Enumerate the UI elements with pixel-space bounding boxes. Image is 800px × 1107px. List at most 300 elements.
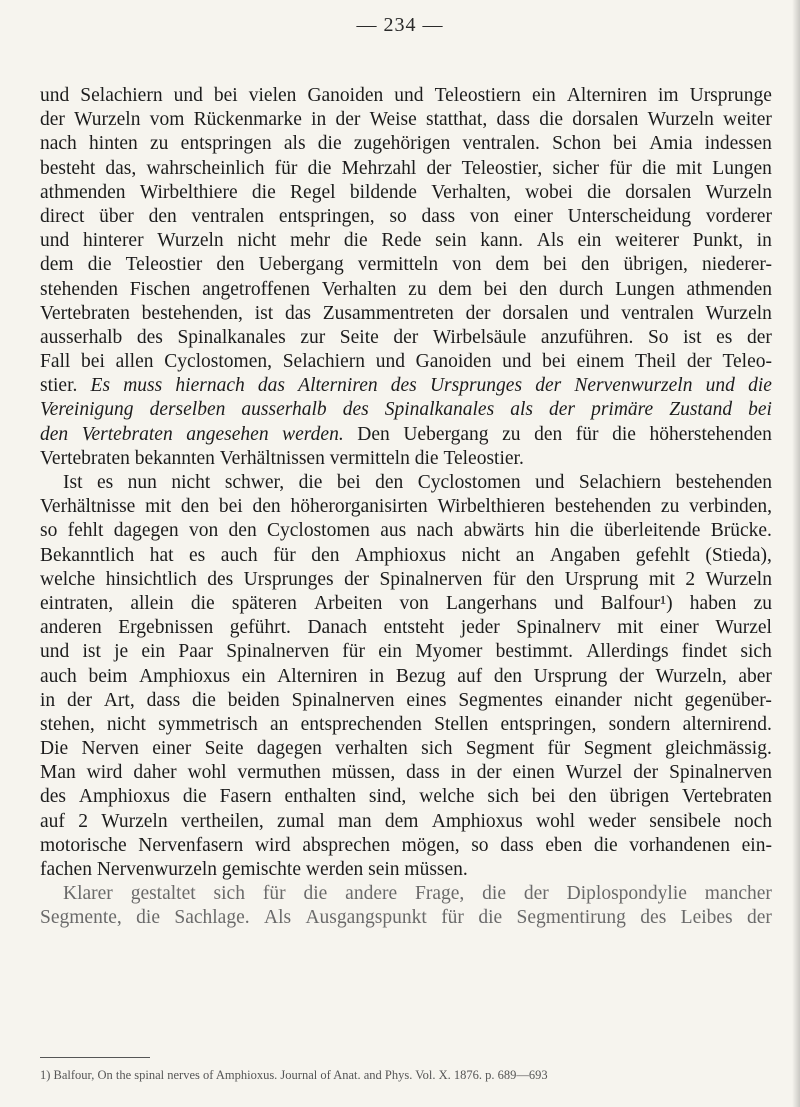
word: Wurzeln — [647, 109, 714, 131]
word: der — [746, 326, 772, 348]
word: anzuführen. — [540, 326, 634, 348]
text-line — [40, 157, 772, 181]
word: bestimmt. — [495, 641, 574, 663]
word: entsteht — [383, 617, 445, 639]
word: Ursprunge — [689, 85, 772, 106]
word: höherorganisirten — [290, 496, 428, 518]
text-line — [40, 592, 772, 616]
word: Segment — [583, 738, 652, 760]
word: Ist — [63, 472, 83, 493]
word: Paar — [178, 641, 213, 663]
word: der — [465, 302, 491, 324]
word: in — [311, 109, 327, 131]
word: die — [539, 109, 564, 131]
word: bei — [542, 351, 566, 373]
text-line — [40, 302, 772, 326]
word: und — [40, 230, 70, 252]
word: Zusammentreten — [322, 302, 454, 324]
word: ventralen. — [462, 133, 540, 155]
word: kann. — [480, 230, 524, 252]
word: Wirbelthieren — [437, 496, 545, 518]
word: Ausgangspunkt — [305, 907, 427, 929]
word: Seite — [204, 738, 244, 760]
word: Ergebnissen — [118, 617, 214, 639]
word: daher — [133, 762, 177, 784]
word: Ursprunges — [429, 375, 523, 397]
word: Arbeiten — [314, 592, 383, 614]
word: Fall — [40, 351, 71, 373]
word: so — [471, 834, 489, 856]
word: Vertebraten — [40, 447, 135, 469]
word: über — [99, 205, 134, 227]
text-line — [40, 181, 772, 205]
word: und — [173, 85, 203, 106]
text-line — [40, 374, 772, 398]
word: allen — [115, 351, 154, 373]
word: überleitende — [604, 520, 701, 542]
word: noch — [734, 810, 772, 832]
word: wird — [86, 762, 123, 784]
word: dorsalen — [625, 181, 692, 203]
word: einen — [512, 762, 555, 784]
word: vertheilen, — [180, 810, 264, 832]
word: dagegen — [113, 520, 179, 542]
word: Nervenwurzeln — [96, 859, 222, 880]
word: die — [190, 592, 215, 614]
word: Danach — [307, 617, 368, 639]
word: in — [369, 665, 385, 687]
word: der — [549, 399, 576, 421]
word: stehenden — [40, 278, 118, 300]
word: einer — [152, 738, 192, 760]
word: verhalten — [335, 738, 408, 760]
word: gegenüber- — [684, 689, 772, 711]
word: zu — [660, 496, 680, 518]
word: müssen. — [404, 859, 468, 880]
word: Segmentes — [458, 689, 543, 711]
text-line — [40, 568, 772, 592]
word: zumal — [277, 810, 325, 832]
word: mit — [145, 496, 172, 518]
word: Weise — [369, 109, 417, 131]
word: allein — [130, 592, 174, 614]
word: in — [450, 762, 466, 784]
word: die — [182, 786, 207, 808]
word: fehlt — [67, 520, 104, 542]
word: Als — [536, 230, 564, 252]
word: einander — [554, 689, 622, 711]
word: Teleostier, — [461, 157, 543, 179]
word: der — [67, 689, 92, 711]
word: nicht — [461, 544, 501, 566]
word: Teleostier. — [443, 447, 524, 469]
word: des — [640, 907, 667, 929]
word: direct — [40, 205, 85, 227]
word: Spinalnerven — [291, 689, 395, 711]
word: angesehen — [186, 423, 269, 445]
word: als — [510, 399, 533, 421]
word: Ursprunges — [243, 568, 334, 590]
word: weiterer — [615, 230, 679, 252]
word: Amphioxus — [78, 786, 170, 808]
word: abwärts — [463, 520, 525, 542]
page-edge-shadow — [792, 0, 800, 1107]
word: motorische — [40, 834, 127, 856]
word: Ganoiden — [415, 351, 492, 373]
text-line — [40, 205, 772, 229]
word: Wurzeln — [101, 810, 168, 832]
word: Ursprung — [533, 665, 608, 687]
word: Mehrzahl — [341, 157, 417, 179]
word: Selachiern — [282, 351, 365, 373]
word: mehr — [290, 230, 331, 252]
word: aber — [738, 665, 772, 687]
word: mögen, — [401, 834, 460, 856]
word: dem — [384, 810, 419, 832]
word: mit — [617, 617, 644, 639]
word: einem — [576, 351, 625, 373]
word: die — [569, 520, 594, 542]
word: indessen — [704, 133, 772, 155]
word: dorsalen — [572, 109, 639, 131]
word: nicht — [106, 713, 146, 735]
word: an — [270, 713, 289, 735]
word: Wurzeln — [705, 302, 772, 324]
word: und — [580, 302, 610, 324]
word: vermitteln — [329, 447, 415, 469]
word: Spinalkanales — [384, 399, 495, 421]
word: Segmente, — [40, 907, 122, 929]
word: werden — [305, 859, 369, 880]
word: Wurzeln — [157, 230, 224, 252]
word: Segmentirung — [516, 907, 626, 929]
word: ausserhalb — [241, 399, 327, 421]
word: Amia — [649, 133, 693, 155]
text-line — [40, 616, 772, 640]
word: 2 — [685, 568, 696, 590]
word: 2 — [78, 810, 88, 832]
word: Wirbelsäule — [432, 326, 527, 348]
text-line — [40, 785, 772, 809]
word: Zustand — [669, 399, 733, 421]
word: die — [251, 181, 276, 203]
word: sensibele — [649, 810, 721, 832]
word: Teleostiern — [434, 85, 521, 106]
word: Teleostier — [125, 254, 203, 276]
word: die — [612, 423, 636, 445]
word: sind, — [368, 786, 407, 808]
word: Nervenfasern — [138, 834, 244, 856]
word: Ursprung — [564, 568, 639, 590]
word: Verhalten — [321, 278, 397, 300]
word: bestehenden — [554, 496, 652, 518]
word: Theil — [635, 351, 677, 373]
word: Bekanntlich — [40, 544, 135, 566]
word: und — [535, 472, 565, 493]
text-line — [40, 882, 772, 906]
word: jeder — [460, 617, 500, 639]
word: aus — [380, 520, 407, 542]
word: den — [519, 278, 548, 300]
text-line — [40, 253, 772, 277]
word: die — [748, 375, 772, 397]
word: die — [136, 907, 160, 929]
word: gestaltet — [130, 883, 196, 905]
word: hinten — [89, 133, 138, 155]
text-line — [40, 689, 772, 713]
word: höherstehenden — [649, 423, 772, 445]
word: ein — [241, 665, 266, 687]
word: bei — [81, 351, 105, 373]
footnote: 1) Balfour, On the spinal nerves of Amphioxus. Journal of Anat. and Phys. Vol. X. 1876. p. 689—693 — [40, 1068, 548, 1082]
word: ein — [577, 230, 602, 252]
word: Als — [264, 907, 292, 929]
word: athmenden — [686, 278, 772, 300]
text-line — [40, 278, 772, 302]
word: wahrscheinlich — [146, 157, 265, 179]
word: den — [581, 254, 610, 276]
word: für — [441, 907, 464, 929]
word: für — [274, 157, 298, 179]
word: eben — [545, 834, 583, 856]
word: Selachiern — [80, 85, 163, 106]
word: sein — [368, 859, 405, 880]
word: hin — [534, 520, 560, 542]
word: ventralen — [621, 302, 694, 324]
word: von — [452, 254, 482, 276]
word: vielen — [248, 85, 297, 106]
word: Angaben — [549, 544, 621, 566]
word: vermuthen — [237, 762, 321, 784]
word: den — [493, 665, 522, 687]
word: die — [587, 181, 611, 203]
text-line — [40, 423, 772, 447]
word: Frage, — [415, 883, 465, 905]
word: der — [344, 568, 369, 590]
word: Fischen — [129, 278, 191, 300]
word: den — [311, 544, 340, 566]
word: Myomer — [415, 641, 483, 663]
word: des — [136, 326, 163, 348]
word: Verhältnisse — [40, 496, 136, 518]
word: die — [482, 883, 506, 905]
word: nun — [127, 472, 157, 493]
word: für — [609, 157, 632, 179]
word: dass — [500, 834, 534, 856]
word: den — [216, 254, 245, 276]
word: in — [40, 689, 56, 711]
word: ist — [254, 302, 274, 324]
word: in — [756, 230, 772, 252]
word: die — [307, 157, 332, 179]
word: findet — [681, 641, 728, 663]
word: zu — [753, 592, 772, 614]
word: hat — [149, 544, 174, 566]
word: Regel — [290, 181, 336, 203]
word: Spinalnerven — [226, 641, 330, 663]
word: mit — [648, 568, 675, 590]
word: und — [40, 85, 70, 106]
word: Amphioxus — [139, 665, 231, 687]
text-line — [40, 84, 772, 108]
word: hinterer — [82, 230, 144, 252]
word: Klarer — [63, 883, 113, 905]
word: Wurzeln — [705, 181, 772, 203]
word: des — [342, 399, 369, 421]
word: und — [502, 351, 532, 373]
word: wird — [254, 834, 291, 856]
word: an — [515, 544, 535, 566]
word: derselben — [149, 399, 226, 421]
word: mancher — [704, 883, 772, 905]
word: entspringen, — [278, 205, 375, 227]
text-line — [40, 471, 772, 495]
word: der — [393, 326, 419, 348]
word: Es — [90, 375, 111, 397]
text-line — [40, 398, 772, 422]
word: die — [478, 907, 503, 929]
word: primäre — [591, 399, 654, 421]
word: ausserhalb — [40, 326, 123, 348]
text-line — [40, 447, 772, 471]
word: stier. — [40, 375, 78, 397]
word: verbinden, — [689, 496, 772, 518]
word: wobei — [525, 181, 573, 203]
word: nach — [40, 133, 77, 155]
word: welche — [40, 568, 96, 590]
word: Wurzeln — [74, 109, 141, 131]
word: Teleo- — [722, 351, 772, 373]
text-line — [40, 229, 772, 253]
word: bei — [531, 786, 556, 808]
word: bei — [336, 472, 361, 493]
text-line — [40, 108, 772, 132]
word: den — [534, 423, 563, 445]
word: andere — [345, 883, 398, 905]
word: Die — [40, 738, 69, 760]
word: wohl — [536, 810, 576, 832]
word: ein- — [741, 834, 772, 856]
word: Fasern — [219, 786, 272, 808]
word: eintraten, — [40, 592, 114, 614]
word: den — [228, 520, 257, 542]
word: der — [535, 375, 562, 397]
word: übrigen — [609, 786, 670, 808]
word: So — [647, 326, 669, 348]
word: im — [657, 85, 679, 106]
word: ventralen — [191, 205, 265, 227]
word: dass — [421, 205, 456, 227]
text-line — [40, 519, 772, 543]
word: Wurzeln, — [655, 665, 727, 687]
word: als — [283, 133, 306, 155]
word: beim — [88, 665, 128, 687]
word: die — [343, 230, 368, 252]
word: die — [414, 447, 444, 469]
word: haben — [689, 592, 737, 614]
word: von — [188, 520, 219, 542]
text-line — [40, 906, 772, 930]
word: zugehörigen — [353, 133, 451, 155]
word: Cyclostomen — [267, 520, 370, 542]
word: Vertebraten — [81, 423, 173, 445]
word: Nervenwurzeln — [574, 375, 693, 397]
text-line — [40, 665, 772, 689]
word: der — [633, 762, 659, 784]
word: Unterscheidung — [567, 205, 692, 227]
word: dorsalen — [502, 302, 569, 324]
footnote-rule — [40, 1057, 150, 1058]
page-number: — 234 — — [356, 14, 444, 36]
word: Wurzel — [565, 762, 623, 784]
word: sich — [213, 883, 245, 905]
word: vom — [149, 109, 185, 131]
word: Wirbelthiere — [139, 181, 238, 203]
text-line — [40, 495, 772, 519]
word: die — [298, 472, 323, 493]
word: enthalten — [284, 786, 356, 808]
word: Vereinigung — [40, 399, 134, 421]
text-line — [40, 132, 772, 156]
word: für — [262, 883, 286, 905]
text-line — [40, 544, 772, 568]
word: bei — [613, 133, 637, 155]
word: Rede — [381, 230, 422, 252]
word: je — [114, 641, 129, 663]
word: bei — [483, 278, 508, 300]
word: Rückenmarke — [193, 109, 302, 131]
word: symmetrisch — [158, 713, 258, 735]
word: angetroffenen — [202, 278, 311, 300]
word: Punkt, — [692, 230, 744, 252]
word: für — [273, 544, 296, 566]
word: Art, — [103, 689, 135, 711]
word: das, — [105, 157, 137, 179]
word: die — [303, 883, 328, 905]
text-line — [40, 350, 772, 374]
word: Amphioxus — [354, 544, 446, 566]
word: Balfour¹) — [600, 592, 673, 614]
word: bei — [543, 254, 568, 276]
word: für — [575, 423, 599, 445]
word: es — [716, 326, 733, 348]
word: Spinalkanales — [177, 326, 286, 348]
word: Langerhans — [446, 592, 537, 614]
word: Wurzeln — [705, 568, 772, 590]
word: sich — [421, 738, 453, 760]
word: Man — [40, 762, 76, 784]
word: des — [390, 375, 417, 397]
word: wohl — [187, 762, 227, 784]
word: Lungen — [615, 278, 675, 300]
word: des — [207, 568, 234, 590]
word: für — [547, 738, 571, 760]
word: ist — [683, 326, 702, 348]
word: der — [523, 883, 549, 905]
word: der — [747, 907, 772, 929]
word: anderen — [40, 617, 102, 639]
word: bei — [748, 399, 772, 421]
word: hiernach — [175, 375, 245, 397]
word: dass — [146, 689, 181, 711]
word: der — [686, 351, 712, 373]
word: geführt. — [229, 617, 291, 639]
word: Bezug — [395, 665, 446, 687]
word: fachen — [40, 859, 97, 880]
word: von — [399, 592, 429, 614]
word: sicher — [552, 157, 599, 179]
word: besteht — [40, 157, 96, 179]
